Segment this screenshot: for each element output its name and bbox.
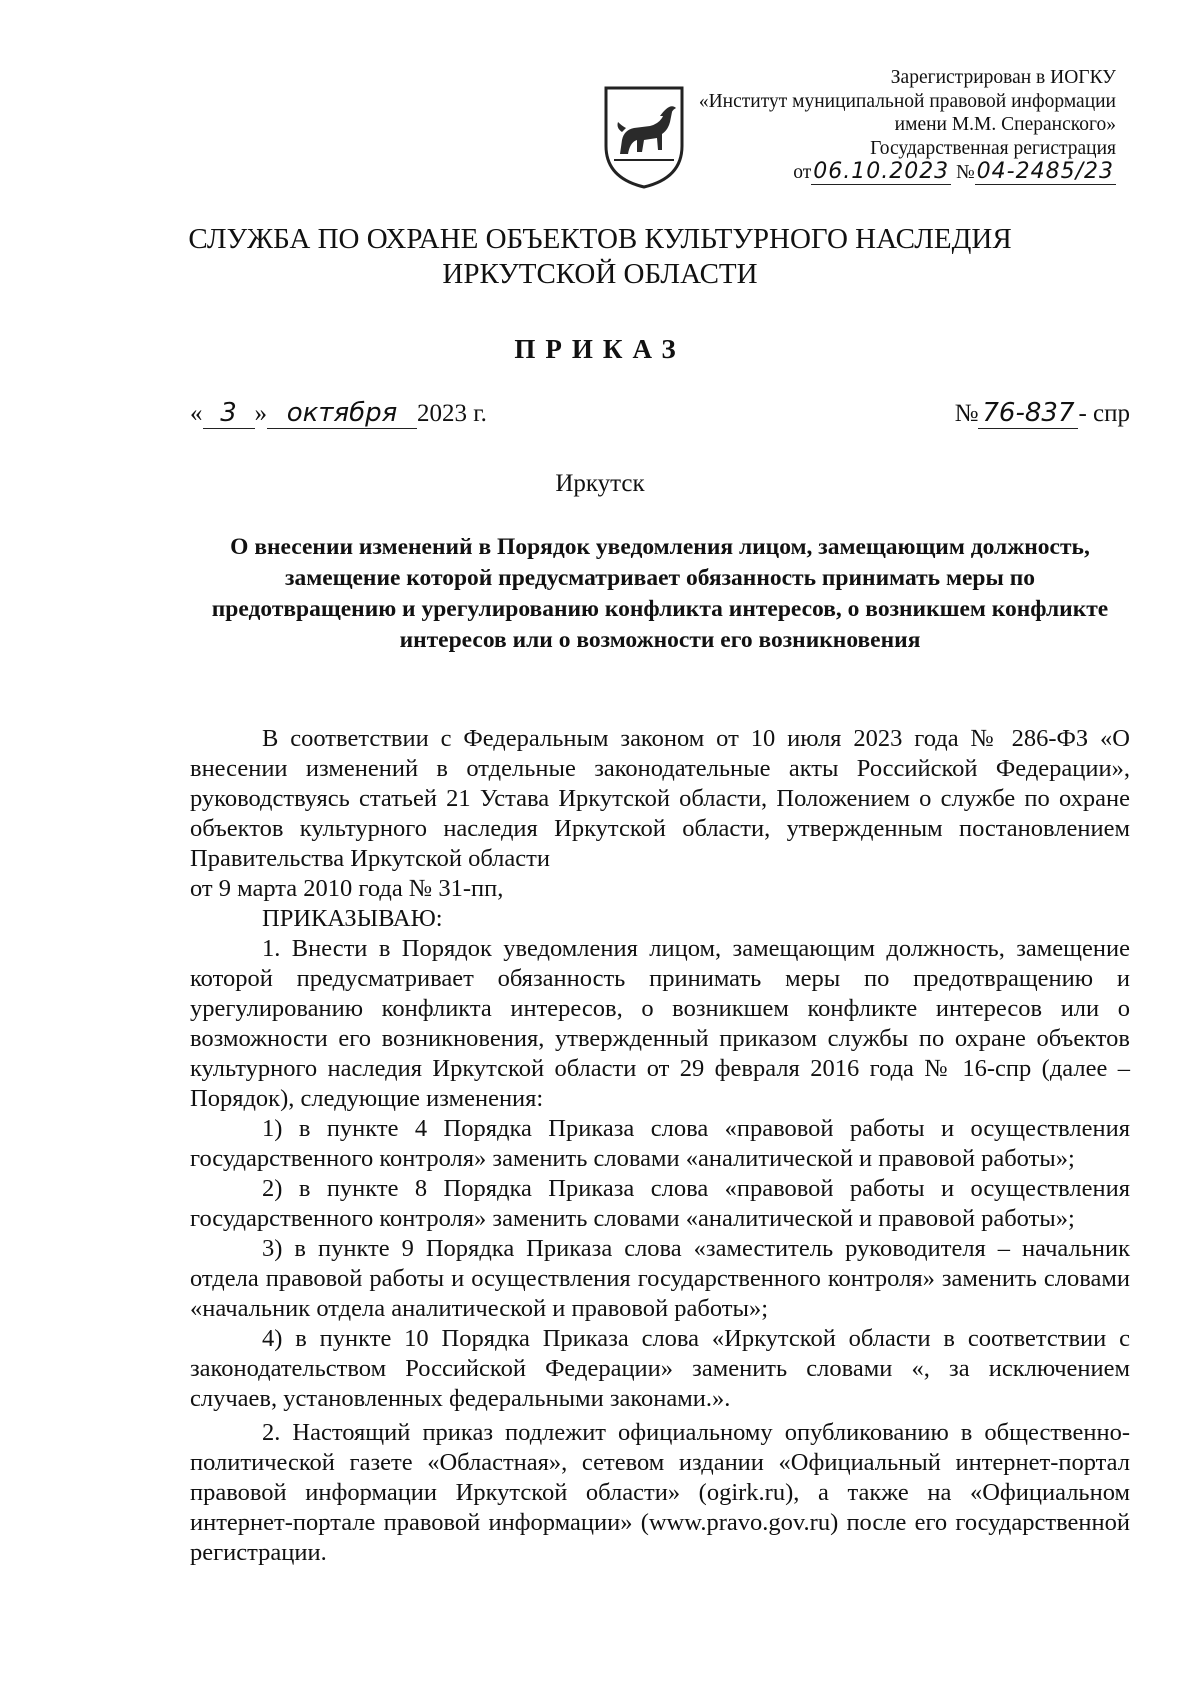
number-suffix: - спр <box>1078 400 1130 427</box>
registration-line-4: Государственная регистрация <box>870 137 1116 159</box>
number-prefix: № <box>954 400 979 427</box>
date-open-quote: « <box>190 400 203 427</box>
date-close-quote: » <box>254 400 267 427</box>
subitem-1: 1) в пункте 4 Порядка Приказа слова «правовой работы и осуществления государственного контроля» заменить словами «аналитической и правовой работы»; <box>190 1115 1130 1172</box>
organization-line-1: СЛУЖБА ПО ОХРАНЕ ОБЪЕКТОВ КУЛЬТУРНОГО НАСЛЕДИЯ <box>188 223 1012 255</box>
subitem-2: 2) в пункте 8 Порядка Приказа слова «правовой работы и осуществления государственного контроля» заменить словами «аналитической и правовой работы»; <box>190 1175 1130 1232</box>
subitem-3: 3) в пункте 9 Порядка Приказа слова «заместитель руководителя – начальник отдела правовой работы и осуществления государственного контроля» заменить словами «начальник отдела аналитической и правовой работы»; <box>190 1235 1130 1322</box>
order-body <box>190 724 1130 1568</box>
registration-date-handwritten: 06.10.2023 <box>813 159 950 184</box>
preamble-text: В соответствии с Федеральным законом от 10 июля 2023 года № 286-ФЗ «О внесении изменений в отдельные законодательные акты Российской Федерации», руководствуясь статьей 21 Устава Иркутской области, Положением о службе по охране объектов культурного наследия Иркутской области, утвержденным постановлением Правительства Иркутской области <box>190 725 1130 872</box>
organization-line-2: ИРКУТСКОЙ ОБЛАСТИ <box>442 258 758 290</box>
item-2: 2. Настоящий приказ подлежит официальному опубликованию в общественно-политической газете «Областная», сетевом издании «Официальный интернет-портал правовой информации Иркутской области» (ogirk.ru), а также на «Официальном интернет-портале правовой информации» (www.pravo.gov.ru) после его государственной регистрации. <box>190 1419 1130 1566</box>
date-day-handwritten: 3 <box>203 398 255 429</box>
city: Иркутск <box>555 470 645 497</box>
number-handwritten: 76-837 <box>978 398 1078 429</box>
item-1: 1. Внести в Порядок уведомления лицом, замещающим должность, замещение которой предусматривает обязанность принимать меры по предотвращению и урегулированию конфликта интересов, о возникшем конфликте интересов или о возможности его возникновения, утвержденный приказом службы по охране объектов культурного наследия Иркутской области от 29 февраля 2016 года № 16-спр (далее – Порядок), следующие изменения: <box>190 935 1130 1112</box>
subitem-4: 4) в пункте 10 Порядка Приказа слова «Иркутской области в соответствии с законодательством Российской Федерации» заменить словами «, за исключением случаев, установленных федеральными законами.». <box>190 1325 1130 1412</box>
order-subject: О внесении изменений в Порядок уведомления лицом, замещающим должность, замещение которой предусматривает обязанность принимать меры по предотвращению и урегулированию конфликта интересов, о возникшем конфликте интересов или о возможности его возникновения <box>211 534 1109 653</box>
registration-number-handwritten: 04-2485/23 <box>976 159 1114 184</box>
registration-number-prefix: № <box>956 162 975 183</box>
organization-name <box>0 222 1200 292</box>
preamble-last-line: от 9 марта 2010 года № 31-пп, <box>190 875 504 902</box>
registration-date-prefix: от <box>793 162 812 183</box>
date-year: 2023 г. <box>417 400 487 427</box>
order-number <box>955 398 1130 429</box>
registration-line-2: «Институт муниципальной правовой информации <box>698 90 1116 112</box>
date-month-handwritten: октября <box>267 398 417 429</box>
registration-line-3: имени М.М. Сперанского» <box>894 114 1116 135</box>
preamble-paragraph <box>190 724 1130 904</box>
date-number-line <box>190 398 1130 434</box>
order-date <box>190 398 487 429</box>
order-word: ПРИКАЗЫВАЮ: <box>262 905 443 932</box>
document-type-title: ПРИКАЗ <box>514 334 686 364</box>
registration-line-1: Зарегистрирован в ИОГКУ <box>890 67 1116 88</box>
registration-date-line <box>596 160 1116 185</box>
registration-stamp <box>596 66 1116 185</box>
